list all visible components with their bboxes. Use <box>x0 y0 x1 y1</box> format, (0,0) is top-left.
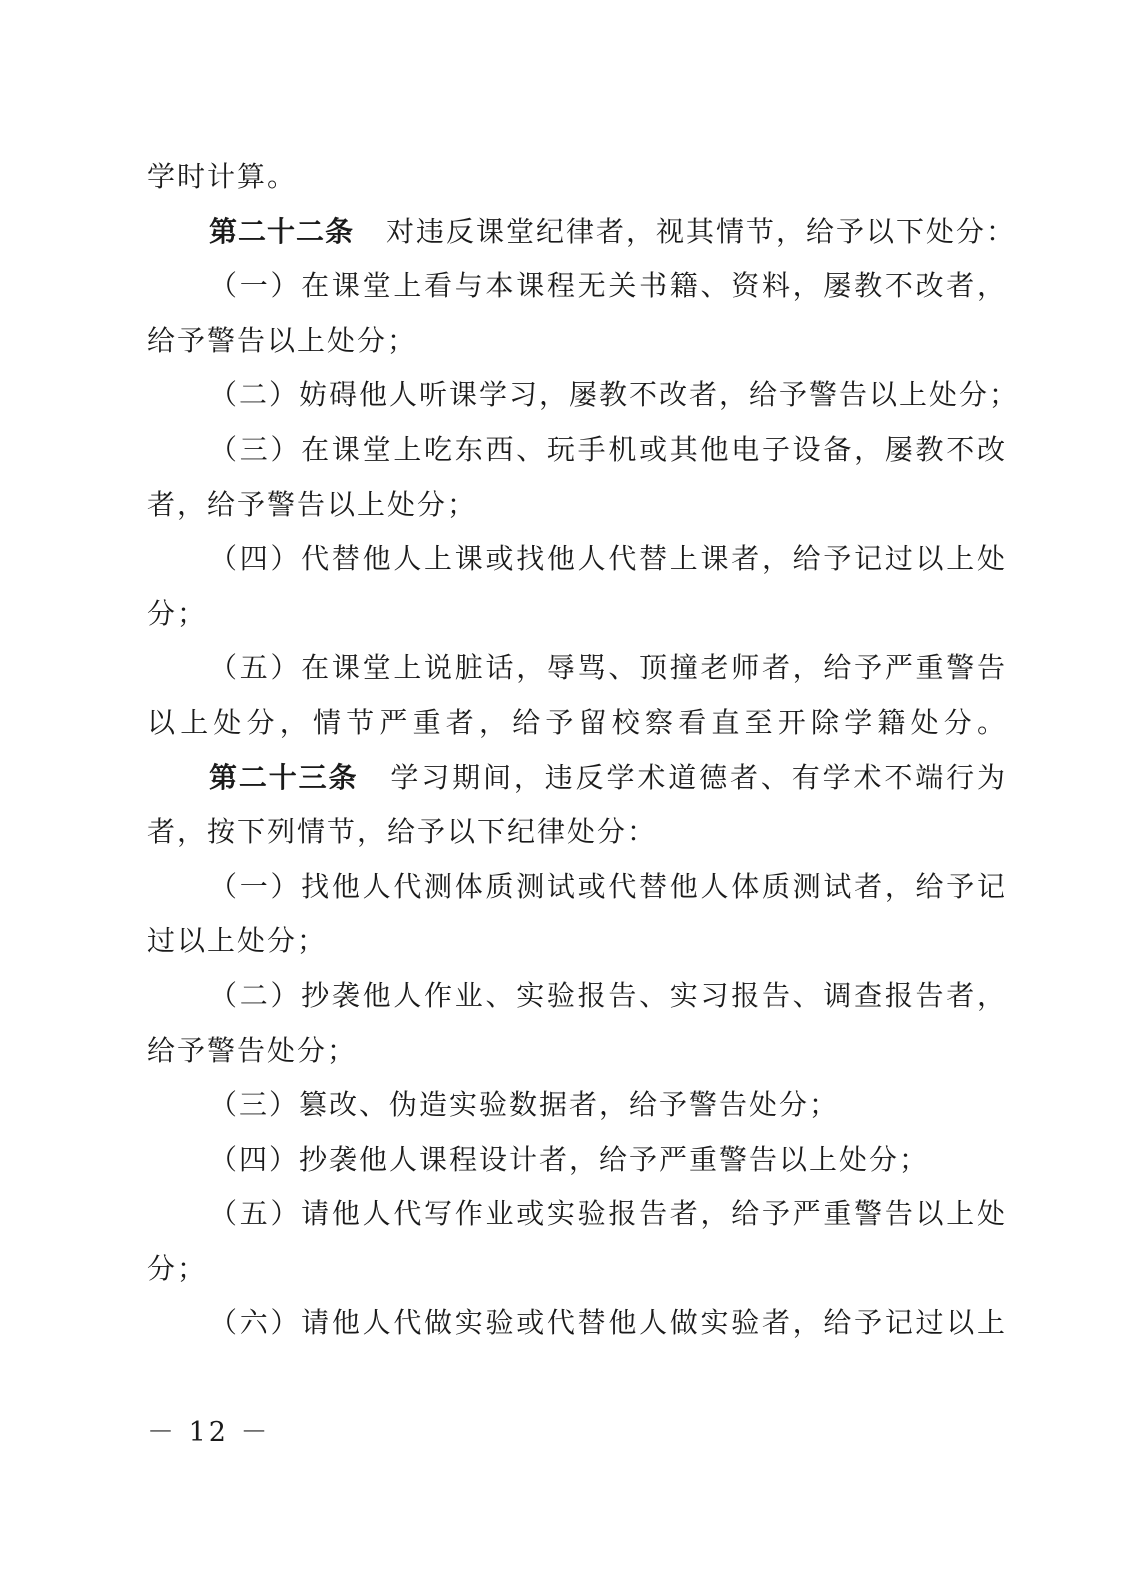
article-number: 第二十三条 <box>209 760 359 794</box>
text-line: （四）代替他人上课或找他人代替上课者，给予记过以上处 <box>209 542 1007 576</box>
text-line: 学习期间，违反学术道德者、有学术不端行为 <box>390 760 1007 794</box>
article-number: 第二十二条 <box>209 214 355 248</box>
text-line: （二）妨碍他人听课学习，屡教不改者，给予警告以上处分； <box>209 378 1020 412</box>
text-line: 者，按下列情节，给予以下纪律处分： <box>147 815 658 849</box>
text-line: 给予警告处分； <box>147 1033 358 1067</box>
text-line: （四）抄袭他人课程设计者，给予严重警告以上处分； <box>209 1142 930 1176</box>
text-line: 者，给予警告以上处分； <box>147 487 478 521</box>
text-line: （二）抄袭他人作业、实验报告、实习报告、调查报告者， <box>209 978 1007 1012</box>
text-line: （三）在课堂上吃东西、玩手机或其他电子设备，屡教不改 <box>209 432 1007 466</box>
text-line: 分； <box>147 596 208 630</box>
text-line: （三）篡改、伪造实验数据者，给予警告处分； <box>209 1088 840 1122</box>
text-line: 学时计算。 <box>147 160 298 193</box>
text-line: （五）在课堂上说脏话，辱骂、顶撞老师者，给予严重警告 <box>209 651 1007 685</box>
text-line: 分； <box>147 1251 208 1285</box>
document-body <box>147 150 1020 1351</box>
text-line: （一）在课堂上看与本课程无关书籍、资料，屡教不改者， <box>209 269 1007 303</box>
text-line: 过以上处分； <box>147 924 328 958</box>
text-line: （一）找他人代测体质测试或代替他人体质测试者，给予记 <box>209 869 1007 903</box>
article-22-line <box>147 205 1017 260</box>
text-line: 以上处分，情节严重者，给予留校察看直至开除学籍处分。 <box>147 705 1007 739</box>
text-line: （六）请他人代做实验或代替他人做实验者，给予记过以上 <box>209 1306 1007 1340</box>
article-23-line <box>147 751 1007 806</box>
text-line: 对违反课堂纪律者，视其情节，给予以下处分： <box>386 214 1017 248</box>
page-number: － 12 － <box>147 1417 271 1448</box>
text-line: （五）请他人代写作业或实验报告者，给予严重警告以上处 <box>209 1197 1007 1231</box>
text-line: 给予警告以上处分； <box>147 323 418 357</box>
